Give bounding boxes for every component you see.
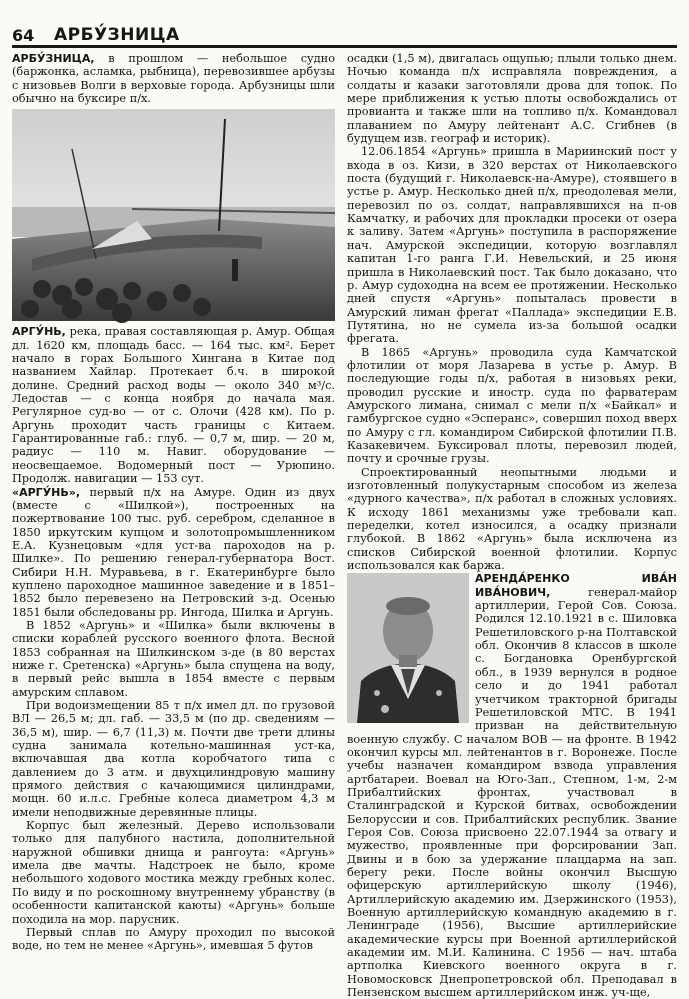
page-header (0, 0, 689, 48)
headword: АРГУ́НЬ, (12, 325, 66, 339)
headword: «АРГУ́НЬ», (12, 485, 81, 499)
paragraph: Первый сплав по Амуру проходил по высокой воде, но тем не менее «Аргунь», имевшая 5 футов (12, 925, 335, 953)
entry-text: река, правая составляющая р. Амур. Общая дл. 1620 км, площадь басс. — 164 тыс. км². Берет начало в горах Большого Хингана в Китае под названием Хайлар. Протекает б.ч. в широкой долине. Средний расход воды — около 340 м³/с. Ледостав — с конца ноября до начала мая. Регулярное суд-во — от с. Олочи (428 км). По р. Аргунь проходит часть границы с Китаем. Гарантированные габ.: глуб. — 0,7 м, шир. — 20 м, радиус — 110 м. Навиг. оборудование — неосвещаемое. Водомерный пост — Урюпино. Продолж. навигации — 153 сут. (12, 325, 335, 486)
entry-argun-river (12, 325, 335, 485)
paragraph: 12.06.1854 «Аргунь» пришла в Мариинский пост у входа в оз. Кизи, в 320 верстах от Николаевского поста (будущий г. Николаевск-на-Амуре), стоявшего в устье р. Амур. Несколько дней п/х, преодолевая мели, перевозил по оз. солдат, направлявшихся на п-ов Камчатку, и рабочих для прокладки просеки от озера к заливу. Затем «Аргунь» поступила в распоряжение нач. Амурской экспедиции, которую возглавлял капитан 1-го ранга Г.И. Невельский, и 25 июня пришла в Николаевский пост. Так было доказано, что р. Амур судоходна на всем ее протяжении. Несколько дней спустя «Аргунь» попыталась провести в Амурский лиман фрегат «Паллада» экспедиции Е.В. Путятина, но не сумела из-за большой осадки фрегата. (347, 145, 677, 346)
entry-arendarenko (347, 572, 677, 999)
running-head: АРБУ́ЗНИЦА (54, 25, 180, 45)
paragraph: Корпус был железный. Дерево использовали только для палубного настила, дополнительной наружной обшивки днища и рангоута: «Аргунь» имела две мачты. Надстроек не было, кроме небольшого ходового мостика между гребных колес. По виду и по роскошному внутреннему убранству (в особенности капитанской каюты) «Аргунь» больше походила на мор. парусник. (12, 819, 335, 926)
headword: АРБУ́ЗНИЦА, (12, 52, 95, 65)
header-rule (12, 45, 677, 48)
entry-text: в прошлом — небольшое судно (баржонка, асламка, рыбница), перевозившее арбузы с низовьев Волги в верховые города. Арбузницы шли обычно на буксире п/х. (12, 52, 335, 106)
paragraph: При водоизмещении 85 т п/х имел дл. по грузовой ВЛ — 26,5 м; дл. габ. — 33,5 м (по др. сведениям — 36,5 м), шир. — 6,7 (11,3) м. Почти две трети длины судна занимала котельно-машинная уст-ка, включавшая два котла коробчатого типа с давлением до 3 атм. и двухцилиндровую машину прямого действия с качающимися цилиндрами, мощн. 60 и.л.с. Гребные колеса диаметром 4,3 м имели неподвижные деревянные плицы. (12, 699, 335, 819)
barge-photo (12, 109, 335, 321)
page-number: 64 (12, 26, 35, 45)
right-column (347, 52, 677, 999)
paragraph: В 1852 «Аргунь» и «Шилка» были включены в списки кораблей русского военного флота. Весной 1853 собранная на Шилкинском з-де (в 80 верстах ниже г. Сретенска) «Аргунь» была спущена на воду, в первый рейс вышла в 1854 вместе с первым амурским сплавом. (12, 618, 335, 699)
portrait-photo (347, 573, 469, 723)
left-column (12, 52, 335, 957)
headword: АРЕНДА́РЕНКО ИВА́Н ИВА́НОВИЧ, (475, 572, 677, 599)
entry-arbuznitsa (12, 52, 335, 105)
entry-text: генерал-майор артиллерии, Герой Сов. Союза. Родился 12.10.1921 в с. Шиловка Решетиловского р-на Полтавской обл. Окончив 8 классов в школе с. Богдановка Оренбургской обл., в 1939 вернулся в родное село и до 1941 работал учетчиком тракторной бригады Решетиловской МТС. В 1941 призван на действительную военную службу. С началом ВОВ — на фронте. В 1942 окончил курсы мл. лейтенантов в г. Воронеже. После учебы назначен командиром взвода управления артбатареи. Воевал на Юго-Зап., Степном, 1-м, 2-м Прибалтийских фронтах, участвовал в Сталинградской и Курской битвах, освобождении Белоруссии и сов. Прибалтийских республик. Звание Героя Сов. Союза присвоено 22.07.1944 за отвагу и мужество, проявленные при форсировании Зап. Двины и в бою за удержание плацдарма на зап. берегу реки. После войны окончил Высшую офицерскую артиллерийскую школу (1946), Артиллерийскую академию им. Дзержинского (1953), Военную артиллерийскую командную академию в г. Ленинграде (1956), Высшие артиллерийские академические курсы при Военной артиллерийской академии им. М.И. Калинина. С 1956 — нач. штаба артполка Киевского военного округа в г. Новомосковск Днепропетровской обл. Преподавал в Пензенском высшем артиллерийском инж. уч-ще, (347, 585, 677, 999)
paragraph: В 1865 «Аргунь» проводила суда Камчатской флотилии от моря Лазарева в устье р. Амур. В последующие годы п/х, работая в низовьях реки, проводил русские и иностр. суда по фарватерам Амурского лимана, снимал с мели п/х «Байкал» и гамбургское судно «Эсперанс», совершил поход вверх по Амуру с гл. командиром Сибирской флотилии П.В. Казакевичем. Буксировал плоты, перевозил людей, почту и срочные грузы. (347, 345, 677, 466)
paragraph: осадки (1,5 м), двигалась ощупью; плыли только днем. Ночью команда п/х исправляла повреждения, а солдаты и казаки заготовляли дрова для топок. По мере приближения к устью плоты освобождались от провианта и также шли на топливо п/х. Командовал плаванием по Амуру лейтенант А.С. Сгибнев (в будущем изв. географ и историк). (347, 52, 677, 146)
entry-text: первый п/х на Амуре. Один из двух (вместе с «Шилкой»), построенных на пожертвование 100 тыс. руб. серебром, сделанное в 1850 иркутским купцом и золотопромышленником Е.А. Кузнецовым «для уст-ва пароходов на р. Шилке». По решению генерал-губернатора Вост. Сибири Н.Н. Муравьева, в г. Екатеринбурге было куплено пароходное машинное заведение и в 1851–1852 было перевезено на Петровский з-д. Осенью 1851 были обследованы рр. Ингода, Шилка и Аргунь. (12, 485, 335, 619)
paragraph: Спроектированный неопытными людьми и изготовленный полукустарным способом из железа «дурного качества», п/х работал в сложных условиях. К исходу 1861 механизмы уже требовали кап. переделки, котел износился, а осадку признали глубокой. В 1862 «Аргунь» была исключена из списков Сибирской военной флотилии. Корпус использовался как баржа. (347, 465, 677, 573)
entry-argun-ship (12, 486, 335, 619)
